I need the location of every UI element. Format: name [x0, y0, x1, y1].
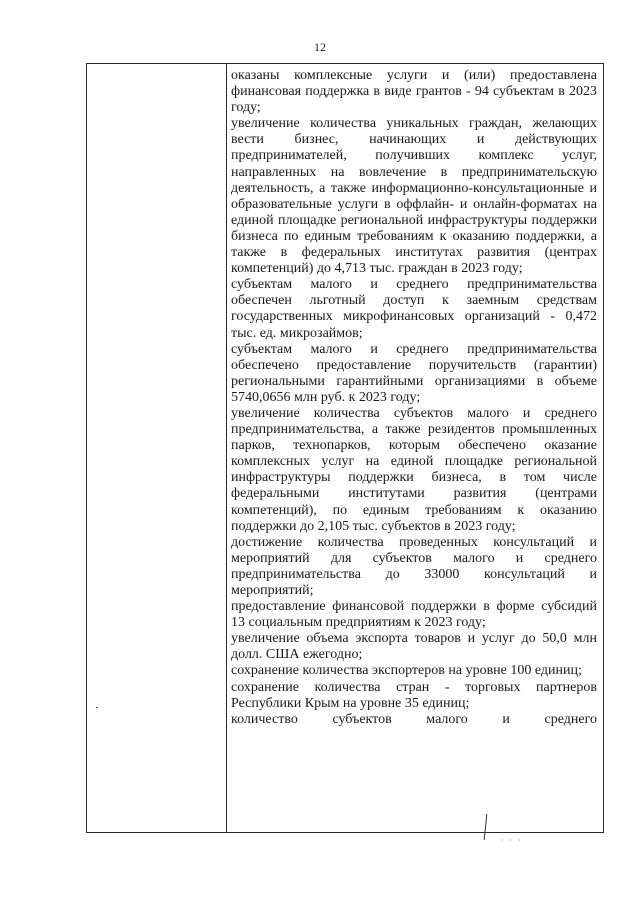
paragraph-continued: количество субъектов малого и среднего	[231, 711, 597, 727]
scan-dots: · · ·	[500, 836, 523, 845]
paragraph-social-enterprises: предоставление финансовой поддержки в форме субсидий 13 социальным предприятиям к 2023 году;	[231, 599, 597, 631]
table-right-cell	[231, 68, 597, 830]
table-left-cell	[87, 64, 226, 832]
paragraph-export-volume: увеличение объема экспорта товаров и услуг до 50,0 млн долл. США ежегодно;	[231, 631, 597, 663]
paragraph-guarantees: субъектам малого и среднего предпринимательства обеспечено предоставление поручительств (гарантии) региональными гарантийными организациями в объеме 5740,0656 млн руб. к 2023 году;	[231, 341, 597, 405]
paragraph-microloans: субъектам малого и среднего предпринимательства обеспечен льготный доступ к заемным средствам государственных микрофинансовых организаций - 0,472 тыс. ед. микрозаймов;	[231, 277, 597, 341]
column-divider	[226, 63, 227, 833]
paragraph-grants: оказаны комплексные услуги и (или) предоставлена финансовая поддержка в виде грантов - 94 субъектам в 2023 году;	[231, 68, 597, 116]
paragraph-exporters: сохранение количества экспортеров на уровне 100 единиц;	[231, 663, 582, 679]
paragraph-consultations: достижение количества проведенных консультаций и мероприятий для субъектов малого и среднего предпринимательства до 33000 консультаций и мероприятий;	[231, 534, 597, 598]
paragraph-trade-partners: сохранение количества стран - торговых партнеров Республики Крым на уровне 35 единиц;	[231, 679, 597, 711]
paragraph-complex-services: увеличение количества субъектов малого и среднего предпринимательства, а также резидентов промышленных парков, технопарков, которым обеспечено оказание комплексных услуг на единой площадке региональной инфраструктуры поддержки бизнеса, в том числе федеральными институтами развития (центрами компетенций), по единым требованиям к оказанию поддержки до 2,105 тыс. субъектов в 2023 году;	[231, 405, 597, 534]
scan-speck	[96, 707, 98, 708]
page-number: 12	[314, 40, 326, 54]
paragraph-unique-citizens: увеличение количества уникальных граждан, желающих вести бизнес, начинающих и действующих предпринимателей, получивших комплекс услуг, направленных на вовлечение в предпринимательскую деятельность, а также информационно-консультационные и образовательные услуги в оффлайн- и онлайн-форматах на единой площадке региональной инфраструктуры поддержки бизнеса по единым требованиям к оказанию поддержки, а также в федеральных институтах развития (центрах компетенций) до 4,713 тыс. граждан в 2023 году;	[231, 116, 597, 277]
